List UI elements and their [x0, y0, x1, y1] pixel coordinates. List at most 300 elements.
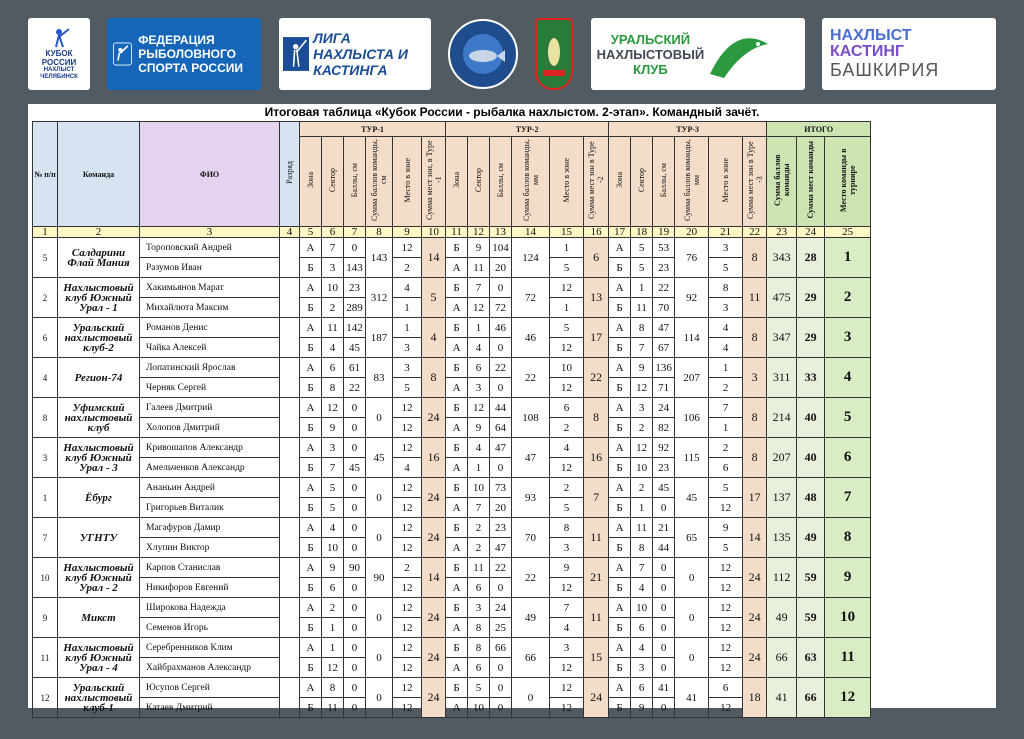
tour1-sector: 5: [322, 498, 344, 518]
tour1-places-sum: 24: [422, 398, 446, 438]
tour3-zone: Б: [609, 458, 631, 478]
team-number: 5: [33, 238, 58, 278]
tour1-place: 12: [393, 478, 422, 498]
trout-icon: [453, 24, 513, 84]
participant-name: Лопатинский Ярослав: [140, 358, 280, 378]
tour3-zone: Б: [609, 498, 631, 518]
tour2-place: 12: [550, 278, 584, 298]
participant-name: Григорьев Виталик: [140, 498, 280, 518]
final-place: 1: [825, 238, 871, 278]
table-row: [33, 278, 871, 298]
tour2-place: 4: [550, 618, 584, 638]
table-row: [33, 638, 871, 658]
tour2-points: 20: [490, 258, 512, 278]
participant-name: Тороповский Андрей: [140, 238, 280, 258]
tour3-sector: 12: [631, 438, 653, 458]
tour3-points: 41: [653, 678, 675, 698]
tour1-zone: А: [300, 518, 322, 538]
total-places: 40: [797, 398, 825, 438]
column-number: 24: [797, 227, 825, 238]
tour1-zone: А: [300, 238, 322, 258]
tour2-place: 1: [550, 298, 584, 318]
tour3-place-header: Место в зоне: [709, 137, 743, 227]
table-row: [33, 598, 871, 618]
tour2-zone: Б: [446, 318, 468, 338]
tour3-sector: 1: [631, 278, 653, 298]
tour1-sum-header: Сумма баллов команды, см: [366, 137, 393, 227]
tour2-places-sum: 22: [584, 358, 609, 398]
tour2-zone: Б: [446, 518, 468, 538]
tour3-sector: 7: [631, 558, 653, 578]
tour3-sector: 4: [631, 638, 653, 658]
tour1-place: 12: [393, 638, 422, 658]
column-number: 18: [631, 227, 653, 238]
table-row: [33, 518, 871, 538]
total-points: 112: [767, 558, 797, 598]
tour3-points: 0: [653, 698, 675, 718]
team-name: Уральский нахлыстовый клуб-1: [58, 678, 140, 718]
final-place: 12: [825, 678, 871, 718]
tour3-place: 12: [709, 498, 743, 518]
participant-name: Семенов Игорь: [140, 618, 280, 638]
tour1-place: 12: [393, 598, 422, 618]
tour1-sector: 8: [322, 378, 344, 398]
tour2-zone: А: [446, 338, 468, 358]
tour3-points: 70: [653, 298, 675, 318]
tour1-points: 0: [344, 698, 366, 718]
tour2-sector: 3: [468, 598, 490, 618]
tour2-sector: 10: [468, 698, 490, 718]
tour3-points: 82: [653, 418, 675, 438]
total-places: 63: [797, 638, 825, 678]
tour2-team-sum: 108: [512, 398, 550, 438]
team-number: 8: [33, 398, 58, 438]
participant-name: Карпов Станислав: [140, 558, 280, 578]
tour3-sector: 3: [631, 398, 653, 418]
tour2-place: 12: [550, 678, 584, 698]
tour1-sector: 9: [322, 558, 344, 578]
tour3-sector: 2: [631, 478, 653, 498]
column-number: 7: [344, 227, 366, 238]
team-name: Салдарини Флай Мания: [58, 238, 140, 278]
jumping-fish-icon: [704, 24, 774, 84]
fish-crest-icon: [539, 24, 569, 84]
tour1-zone: А: [300, 398, 322, 418]
tour3-sector: 11: [631, 298, 653, 318]
participant-name: Магафуров Дамир: [140, 518, 280, 538]
tour1-points: 45: [344, 338, 366, 358]
participant-rank: [280, 278, 300, 318]
tour2-place: 10: [550, 358, 584, 378]
tour1-zone-header: Зона: [300, 137, 322, 227]
tour2-place: 4: [550, 438, 584, 458]
tour2-points: 46: [490, 318, 512, 338]
tour3-sum-header: Сумма баллов команды, мм: [675, 137, 709, 227]
column-number: 23: [767, 227, 797, 238]
tour3-zone: А: [609, 678, 631, 698]
column-number: 2: [58, 227, 140, 238]
tour3-points: 67: [653, 338, 675, 358]
final-header: Место команды в турнире: [825, 137, 871, 227]
tour3-points: 92: [653, 438, 675, 458]
tour1-team-sum: 143: [366, 238, 393, 278]
tour3-place: 3: [709, 298, 743, 318]
tour3-place: 5: [709, 478, 743, 498]
tour1-sector: 8: [322, 678, 344, 698]
tour3-team-sum: 45: [675, 478, 709, 518]
tour1-team-sum: 0: [366, 678, 393, 718]
tour2-place: 2: [550, 478, 584, 498]
tour3-zone: А: [609, 278, 631, 298]
tour1-sector: 4: [322, 518, 344, 538]
tot-places-header: Сумма мест команды: [797, 137, 825, 227]
tour1-points: 61: [344, 358, 366, 378]
tour2-sector: 9: [468, 418, 490, 438]
tour2-sector: 10: [468, 478, 490, 498]
tour1-zone: А: [300, 598, 322, 618]
team-number: 4: [33, 358, 58, 398]
total-points: 214: [767, 398, 797, 438]
tour3-team-sum: 41: [675, 678, 709, 718]
table-title: Итоговая таблица «Кубок России - рыбалка нахлыстом. 2-этап». Командный зачёт.: [264, 105, 760, 119]
tour1-points: 23: [344, 278, 366, 298]
tour2-place: 5: [550, 498, 584, 518]
tour3-zone: А: [609, 398, 631, 418]
tour3-zone: А: [609, 478, 631, 498]
participant-name: Холопов Дмитрий: [140, 418, 280, 438]
tour1-places-sum: 24: [422, 598, 446, 638]
column-number: 1: [33, 227, 58, 238]
tour2-points-header: Баллы, см: [490, 137, 512, 227]
table-row: [33, 478, 871, 498]
tour2-place: 12: [550, 698, 584, 718]
tour3-sector-header: Сектор: [631, 137, 653, 227]
tour2-sector: 7: [468, 498, 490, 518]
tour2-place: 9: [550, 558, 584, 578]
tour1-place: 4: [393, 278, 422, 298]
tour1-place: 12: [393, 398, 422, 418]
tour2-zone: Б: [446, 558, 468, 578]
tour1-team-sum: 187: [366, 318, 393, 358]
tour2-sector: 11: [468, 558, 490, 578]
tour3-zone: Б: [609, 378, 631, 398]
tour2-zone-header: Зона: [446, 137, 468, 227]
tour3-team-sum: 0: [675, 598, 709, 638]
tour1-zone: А: [300, 438, 322, 458]
tour1-points: 0: [344, 598, 366, 618]
tour1-sector: 9: [322, 418, 344, 438]
participant-rank: [280, 518, 300, 558]
table-row: [33, 678, 871, 698]
tour3-sector: 11: [631, 518, 653, 538]
col-num-header: № п/п: [33, 122, 58, 227]
tour3-points: 0: [653, 558, 675, 578]
tour1-zone: Б: [300, 498, 322, 518]
total-places: 40: [797, 438, 825, 478]
tour2-place: 2: [550, 418, 584, 438]
total-places: 59: [797, 558, 825, 598]
tour2-place: 12: [550, 458, 584, 478]
tour1-team-sum: 0: [366, 518, 393, 558]
team-name: Уфимский нахлыстовый клуб: [58, 398, 140, 438]
table-row: [33, 238, 871, 258]
tour1-sector: 11: [322, 698, 344, 718]
column-number: 21: [709, 227, 743, 238]
tour1-place: 1: [393, 298, 422, 318]
tour2-place: 3: [550, 638, 584, 658]
column-number: 3: [140, 227, 280, 238]
tour2-points: 23: [490, 518, 512, 538]
tour3-places-sum: 24: [743, 598, 767, 638]
tour2-places-sum: 13: [584, 278, 609, 318]
tour1-place: 12: [393, 658, 422, 678]
final-place: 8: [825, 518, 871, 558]
participant-rank: [280, 678, 300, 718]
fisherman-icon: [44, 27, 74, 49]
tour3-sector: 10: [631, 598, 653, 618]
tour1-team-sum: 83: [366, 358, 393, 398]
tour1-place: 12: [393, 518, 422, 538]
final-place: 10: [825, 598, 871, 638]
column-number: 9: [393, 227, 422, 238]
tour3-zone-header: Зона: [609, 137, 631, 227]
tour1-points: 143: [344, 258, 366, 278]
tour3-team-sum: 106: [675, 398, 709, 438]
column-number: 22: [743, 227, 767, 238]
tour2-team-sum: 22: [512, 558, 550, 598]
tour1-sector: 1: [322, 638, 344, 658]
logo-bar: [28, 10, 996, 98]
final-place: 6: [825, 438, 871, 478]
total-header: ИТОГО: [767, 122, 871, 137]
tour1-zone: Б: [300, 378, 322, 398]
tour1-places-sum: 14: [422, 238, 446, 278]
tour2-points: 25: [490, 618, 512, 638]
tour1-team-sum: 90: [366, 558, 393, 598]
tour1-zone: А: [300, 318, 322, 338]
tour3-team-sum: 65: [675, 518, 709, 558]
final-place: 2: [825, 278, 871, 318]
tour2-sector: 4: [468, 338, 490, 358]
tour1-places-sum: 4: [422, 318, 446, 358]
tour3-zone: Б: [609, 538, 631, 558]
tour3-team-sum: 0: [675, 638, 709, 678]
team-name: Ёбург: [58, 478, 140, 518]
team-number: 3: [33, 438, 58, 478]
tour3-sector: 7: [631, 338, 653, 358]
total-places: 29: [797, 278, 825, 318]
tour3-place: 6: [709, 458, 743, 478]
tour2-zone: А: [446, 498, 468, 518]
tour2-points: 0: [490, 578, 512, 598]
club-emblem-logo: [448, 19, 518, 89]
tour1-zone: А: [300, 278, 322, 298]
tour3-points: 0: [653, 598, 675, 618]
total-points: 207: [767, 438, 797, 478]
participant-name: Никифоров Евгений: [140, 578, 280, 598]
tour3-places-sum: 14: [743, 518, 767, 558]
tour2-zone: Б: [446, 638, 468, 658]
tour2-places-sum: 7: [584, 478, 609, 518]
tour3-place: 1: [709, 418, 743, 438]
tour3-team-sum: 0: [675, 558, 709, 598]
results-sheet: [28, 104, 996, 714]
tour3-zone: А: [609, 518, 631, 538]
tour3-sector: 9: [631, 698, 653, 718]
tour3-sector: 6: [631, 678, 653, 698]
tour1-points: 45: [344, 458, 366, 478]
tour2-sector: 6: [468, 658, 490, 678]
tour2-team-sum: 70: [512, 518, 550, 558]
tour1-place: 12: [393, 418, 422, 438]
tour3-place: 4: [709, 338, 743, 358]
final-place: 9: [825, 558, 871, 598]
tour2-points: 24: [490, 598, 512, 618]
total-points: 347: [767, 318, 797, 358]
tour1-sector: 6: [322, 578, 344, 598]
table-row: [33, 398, 871, 418]
kubok-rossii-logo: КУБОК РОССИИ НАХЛЫСТ ЧЕЛЯБИНСК: [28, 18, 90, 90]
tour3-places-sum: 17: [743, 478, 767, 518]
tour3-sector: 4: [631, 578, 653, 598]
tour1-places-sum: 8: [422, 358, 446, 398]
tour2-sector-header: Сектор: [468, 137, 490, 227]
tour1-points: 0: [344, 418, 366, 438]
tour3-points: 0: [653, 578, 675, 598]
tour2-place-header: Место в зоне: [550, 137, 584, 227]
tour3-place: 12: [709, 658, 743, 678]
tour3-sector: 5: [631, 258, 653, 278]
total-points: 135: [767, 518, 797, 558]
tour2-points: 47: [490, 438, 512, 458]
tour3-points: 71: [653, 378, 675, 398]
tour1-sector: 7: [322, 458, 344, 478]
final-place: 5: [825, 398, 871, 438]
tour2-team-sum: 66: [512, 638, 550, 678]
tour1-zone: Б: [300, 658, 322, 678]
column-number: 6: [322, 227, 344, 238]
tour3-zone: Б: [609, 298, 631, 318]
tour1-points: 0: [344, 678, 366, 698]
participant-rank: [280, 238, 300, 278]
tour2-place: 5: [550, 258, 584, 278]
total-points: 49: [767, 598, 797, 638]
participant-name: Черняк Сергей: [140, 378, 280, 398]
tour3-place: 9: [709, 518, 743, 538]
tour3-zone: Б: [609, 418, 631, 438]
tour2-place: 1: [550, 238, 584, 258]
total-places: 49: [797, 518, 825, 558]
participant-name: Катаев Дмитрий: [140, 698, 280, 718]
team-name: Уральский нахлыстовый клуб-2: [58, 318, 140, 358]
tour2-sector: 12: [468, 398, 490, 418]
total-places: 28: [797, 238, 825, 278]
participant-name: Широкова Надежда: [140, 598, 280, 618]
team-name: УГНТУ: [58, 518, 140, 558]
participant-name: Юсупов Сергей: [140, 678, 280, 698]
tour1-points: 0: [344, 578, 366, 598]
liga-logo: ЛИГА НАХЛЫСТА И КАСТИНГА: [279, 18, 431, 90]
table-row: [33, 358, 871, 378]
tour1-points: 0: [344, 438, 366, 458]
tour2-points: 0: [490, 678, 512, 698]
participant-name: Романов Денис: [140, 318, 280, 338]
tour2-zone: Б: [446, 238, 468, 258]
participant-rank: [280, 358, 300, 398]
team-number: 2: [33, 278, 58, 318]
tour3-place: 12: [709, 638, 743, 658]
col-fio-header: ФИО: [140, 122, 280, 227]
tour2-sector: 1: [468, 458, 490, 478]
participant-name: Ананьин Андрей: [140, 478, 280, 498]
participant-rank: [280, 638, 300, 678]
tour1-team-sum: 0: [366, 598, 393, 638]
participant-rank: [280, 558, 300, 598]
tour1-place: 1: [393, 318, 422, 338]
tour3-header: ТУР-3: [609, 122, 767, 137]
tour3-sector: 6: [631, 618, 653, 638]
tour2-place: 7: [550, 598, 584, 618]
tour2-zone: Б: [446, 438, 468, 458]
tour2-sum-header: Сумма баллов команды, мм: [512, 137, 550, 227]
tour1-places-sum: 5: [422, 278, 446, 318]
tour1-sector: 10: [322, 538, 344, 558]
tour3-team-sum: 207: [675, 358, 709, 398]
tour3-zone: Б: [609, 338, 631, 358]
total-places: 59: [797, 598, 825, 638]
tour1-sector: 1: [322, 618, 344, 638]
tour2-team-sum: 0: [512, 678, 550, 718]
tour1-sector: 2: [322, 598, 344, 618]
tour2-points: 20: [490, 498, 512, 518]
total-points: 475: [767, 278, 797, 318]
tour1-sector: 5: [322, 478, 344, 498]
tour3-place: 12: [709, 598, 743, 618]
tour2-places-sum: 17: [584, 318, 609, 358]
tour2-points: 64: [490, 418, 512, 438]
tour3-zone: А: [609, 638, 631, 658]
tour1-sector: 10: [322, 278, 344, 298]
tour1-zone: А: [300, 358, 322, 378]
column-number: 15: [550, 227, 584, 238]
tour1-zone: Б: [300, 578, 322, 598]
tour2-sector: 7: [468, 278, 490, 298]
team-number: 6: [33, 318, 58, 358]
column-number: 13: [490, 227, 512, 238]
tour3-zone: Б: [609, 658, 631, 678]
tour3-places-sum: 24: [743, 638, 767, 678]
tour2-zone: А: [446, 298, 468, 318]
tour1-header: ТУР-1: [300, 122, 446, 137]
tour3-zone: Б: [609, 578, 631, 598]
tour2-zone: Б: [446, 398, 468, 418]
tour1-points: 22: [344, 378, 366, 398]
tour1-points: 0: [344, 478, 366, 498]
participant-rank: [280, 318, 300, 358]
tour1-points: 142: [344, 318, 366, 338]
tour2-places-sum: 21: [584, 558, 609, 598]
federation-logo: ФЕДЕРАЦИЯ РЫБОЛОВНОГО СПОРТА РОССИИ: [107, 18, 261, 90]
tour1-team-sum: 0: [366, 638, 393, 678]
team-number: 9: [33, 598, 58, 638]
tour2-zone: А: [446, 538, 468, 558]
tour2-zone: А: [446, 458, 468, 478]
tour2-points: 0: [490, 378, 512, 398]
tour1-place-header: Место в зоне: [393, 137, 422, 227]
tour1-sector: 3: [322, 438, 344, 458]
tour2-zone: А: [446, 418, 468, 438]
tour3-points: 22: [653, 278, 675, 298]
